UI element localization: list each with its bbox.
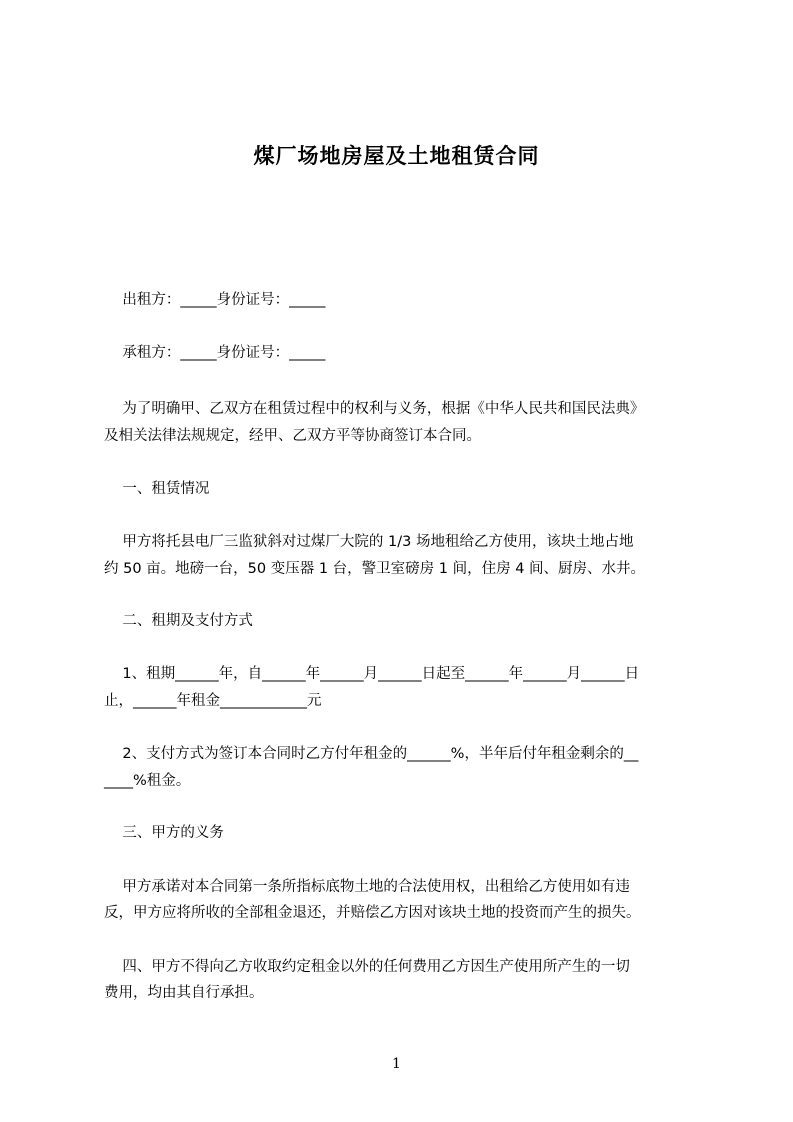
section-4-line-2: 费用，均由其自行承担。 xyxy=(104,985,264,1001)
lessee-line: 承租方：_____身份证号：_____ xyxy=(104,345,326,361)
intro-line-2: 及相关法律法规规定，经甲、乙双方平等协商签订本合同。 xyxy=(104,428,481,444)
section-1-line-2: 约 50 亩。地磅一台，50 变压器 1 台，警卫室磅房 1 间，住房 4 间、厨房、水井。 xyxy=(104,561,646,577)
section-2-heading: 二、租期及支付方式 xyxy=(104,613,253,629)
section-2-item-2-line-1: 2、支付方式为签订本合同时乙方付年租金的______%，半年后付年租金剩余的__ xyxy=(104,746,639,762)
intro-line-1: 为了明确甲、乙双方在租赁过程中的权利与义务，根据《中华人民共和国民法典》 xyxy=(104,401,645,417)
section-4-line-1: 四、甲方不得向乙方收取约定租金以外的任何费用乙方因生产使用所产生的一切 xyxy=(104,959,630,975)
section-2-item-1-line-1: 1、租期______年，自______年______月______日起至______年______月______日 xyxy=(104,666,640,682)
section-1-line-1: 甲方将托县电厂三监狱斜对过煤厂大院的 1/3 场地租给乙方使用，该块土地占地 xyxy=(104,534,634,550)
section-3-line-2: 反，甲方应将所收的全部租金退还，并赔偿乙方因对该块土地的投资而产生的损失。 xyxy=(104,905,641,921)
lessor-line: 出租方：_____身份证号：_____ xyxy=(104,292,326,308)
contract-title: 煤厂场地房屋及土地租赁合同 xyxy=(253,144,540,168)
section-1-heading: 一、租赁情况 xyxy=(104,481,210,497)
section-3-line-1: 甲方承诺对本合同第一条所指标底物土地的合法使用权，出租给乙方使用如有违 xyxy=(104,879,630,895)
section-3-heading: 三、甲方的义务 xyxy=(104,825,224,841)
section-2-item-1-line-2: 止，______年租金____________元 xyxy=(104,693,322,709)
page-number: 1 xyxy=(392,1056,401,1072)
section-2-item-2-line-2: ____%租金。 xyxy=(104,773,191,789)
